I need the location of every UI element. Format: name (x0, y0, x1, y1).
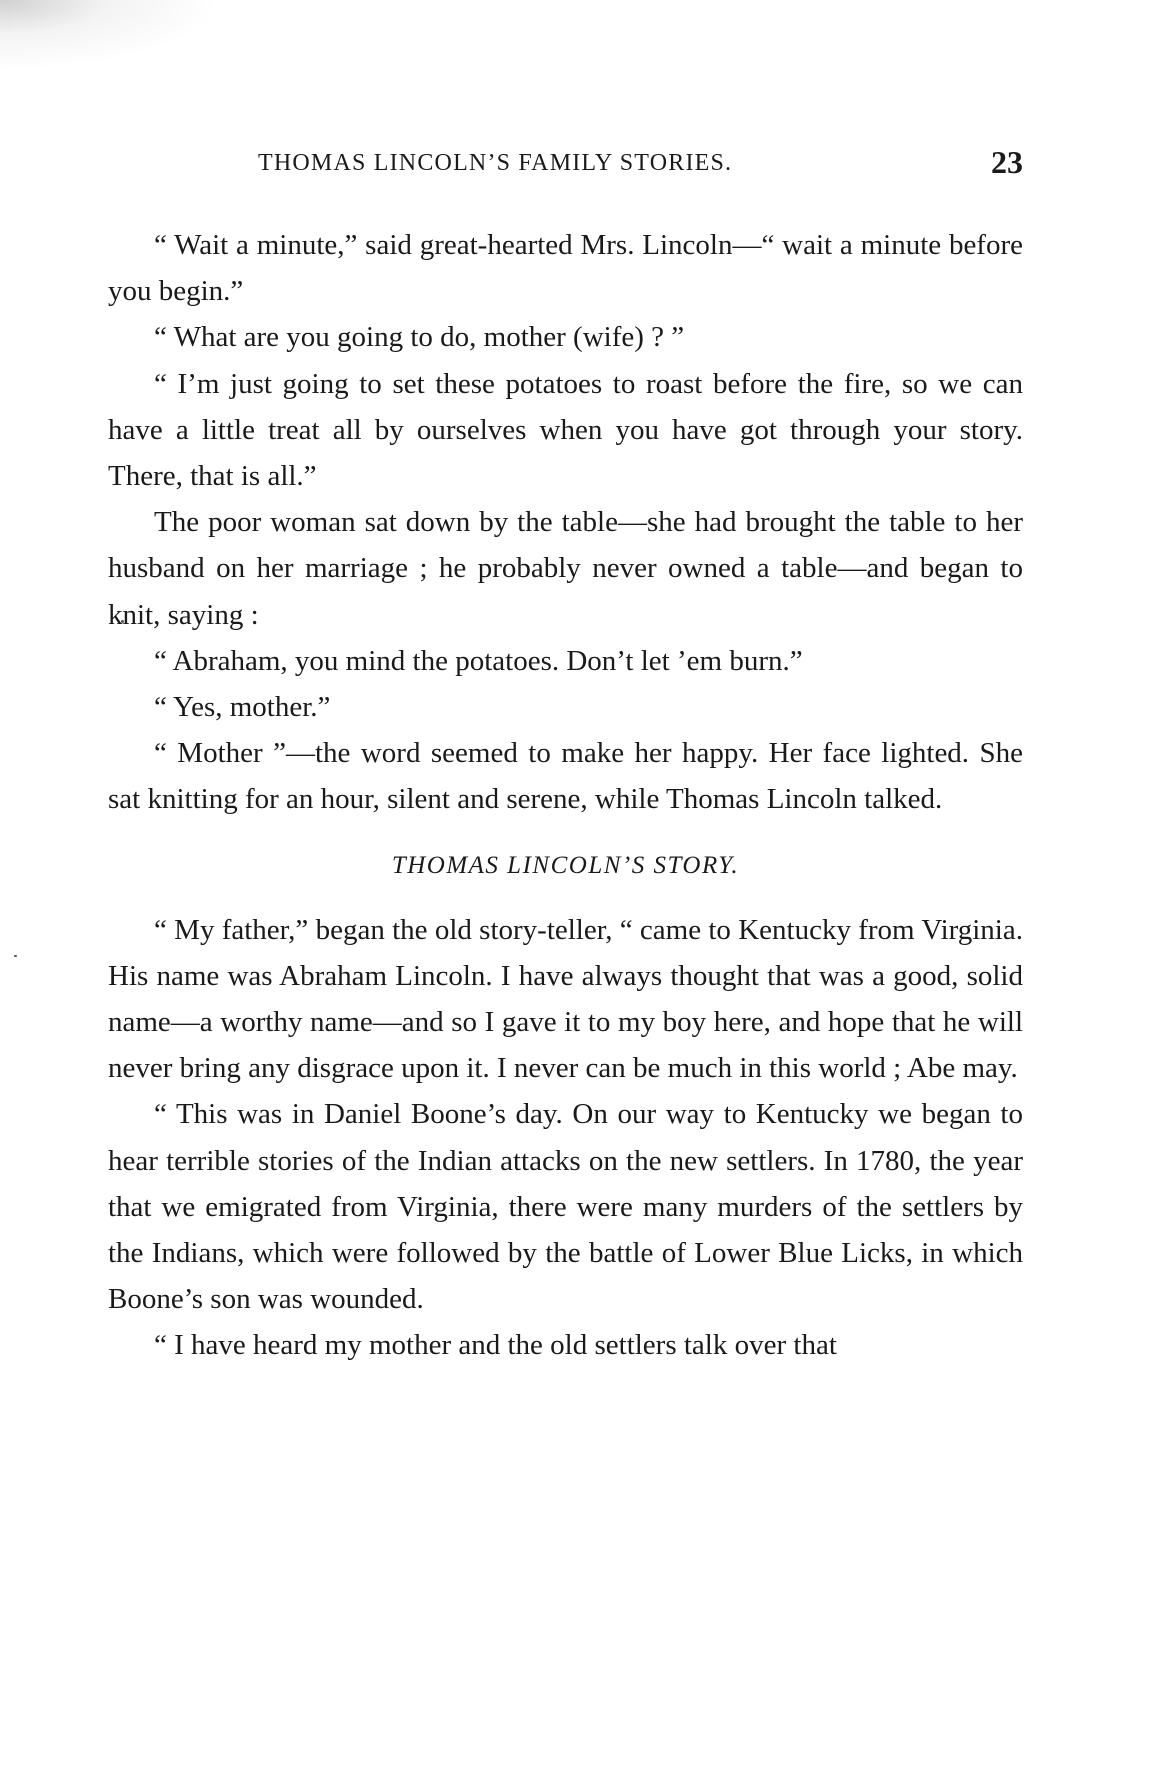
ink-speck (14, 955, 17, 957)
scan-smudge (0, 0, 220, 70)
body-text (108, 222, 1023, 1369)
paragraph: “ Yes, mother.” (154, 691, 331, 724)
paragraph: “ Abraham, you mind the potatoes. Don’t let ’em burn.” (154, 644, 803, 677)
paragraph: The poor woman sat down by the table—she had brought the table to her husband on her marriage ; he probably never owned a table—and began to knit, saying : (108, 506, 1023, 631)
paragraph: “ What are you going to do, mother (wife) ? ” (154, 321, 685, 354)
paragraph: “ Mother ”—the word seemed to make her happy. Her face lighted. She sat knitting for an hour, silent and serene, while Thomas Lincoln talked. (108, 737, 1023, 816)
paragraph: “ This was in Daniel Boone’s day. On our way to Kentucky we began to hear terrible stories of the Indian attacks on the new settlers. In 1780, the year that we emigrated from Virginia, there were many murders of the settlers by the Indians, which were followed by the battle of Lower Blue Licks, in which Boone’s son was wounded. (108, 1098, 1023, 1316)
running-title: THOMAS LINCOLN’S FAMILY STORIES. (258, 150, 733, 176)
section-heading: THOMAS LINCOLN’S STORY. (391, 851, 740, 879)
paragraph: “ I have heard my mother and the old settlers talk over that (154, 1329, 837, 1362)
page-number: 23 (991, 144, 1023, 180)
paragraph: “ Wait a minute,” said great-hearted Mrs. Lincoln—“ wait a minute before you begin.” (108, 229, 1023, 308)
paragraph: “ I’m just going to set these potatoes to roast before the fire, so we can have a little treat all by ourselves when you have got through your story. There, that is all.” (108, 367, 1023, 493)
running-head (108, 144, 1023, 190)
paragraph: “ My father,” began the old story-teller, “ came to Kentucky from Virginia. His name was Abraham Lincoln. I have always thought that was a good, solid name—a worthy name—and so I gave it to my boy here, and hope that he will never bring any disgrace upon it. I never can be much in this world ; Abe may. (108, 913, 1023, 1085)
